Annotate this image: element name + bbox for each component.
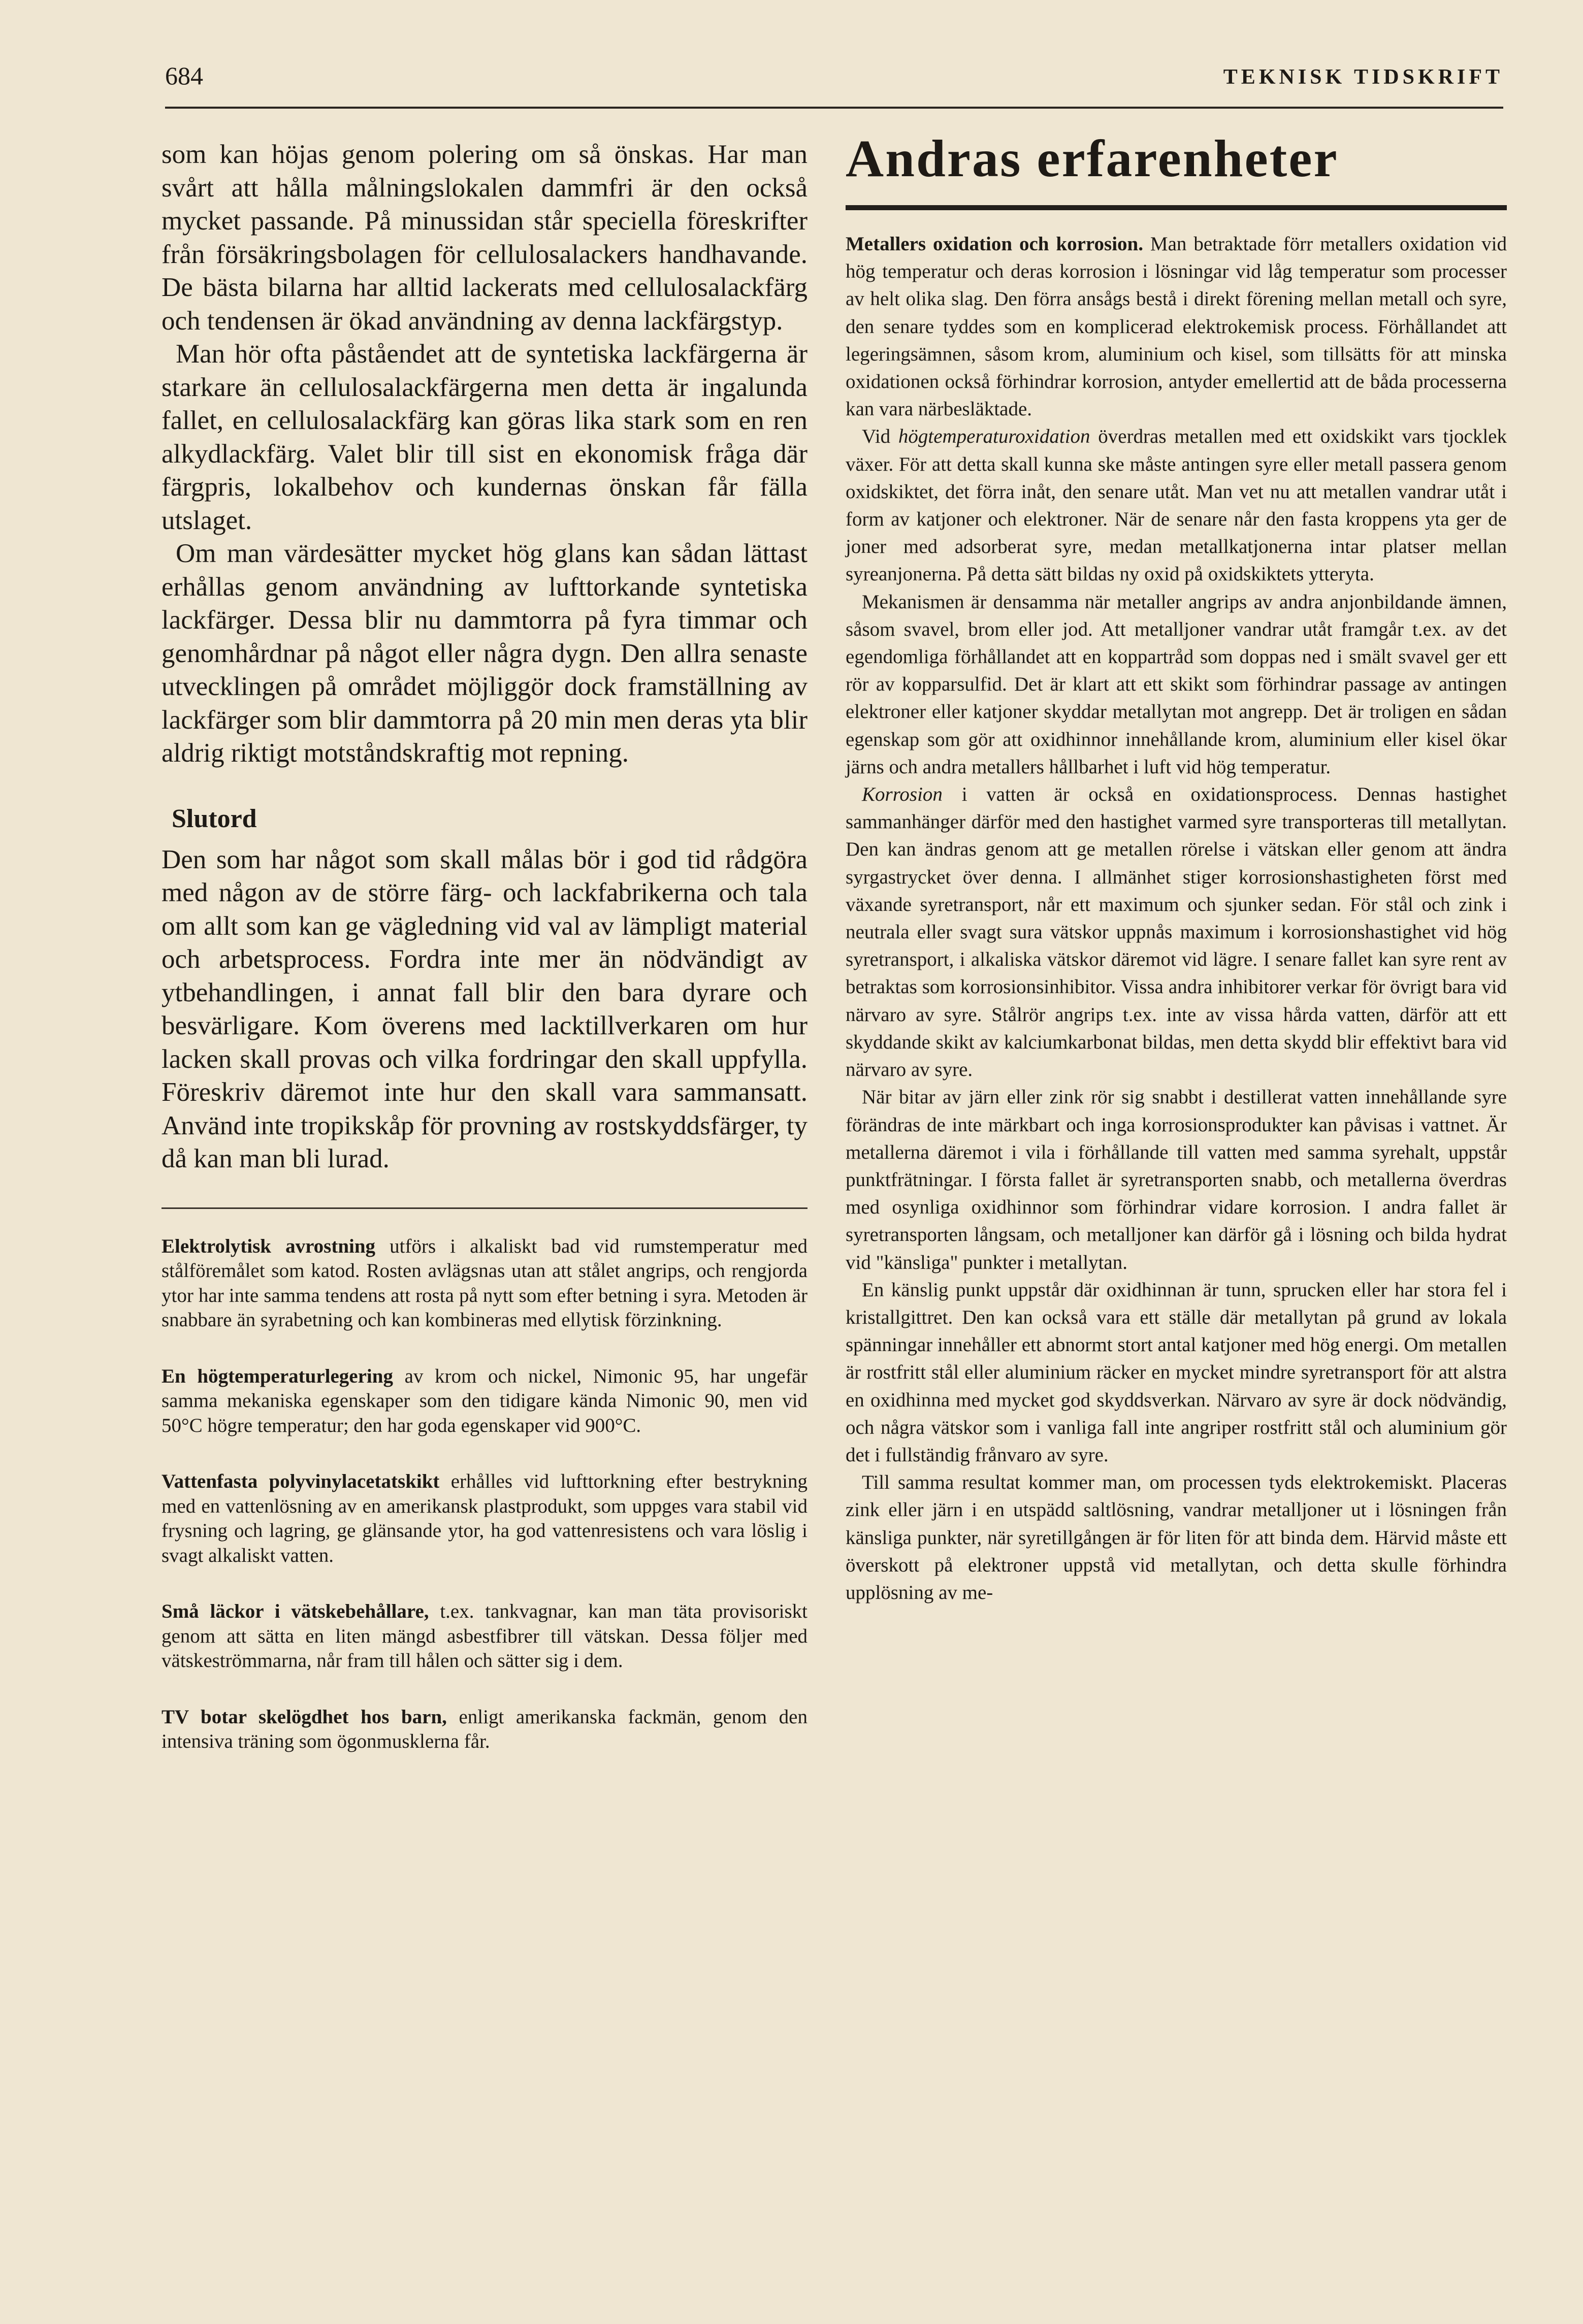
- running-head: TEKNISK TIDSKRIFT: [1223, 66, 1503, 89]
- news-lead: TV botar skelögdhet hos barn,: [161, 1706, 447, 1728]
- news-item: [161, 1234, 807, 1333]
- news-text: t.ex. tankvagnar, kan man täta provisoriskt genom att sätta en liten mängd asbestfibrer till vätskan. Dessa följer med vätskeströmmarna, når fram till hålen och sätter sig i dem.: [161, 1600, 807, 1672]
- section-heading: Slutord: [172, 804, 257, 833]
- paragraph: Den som har något som skall målas bör i god tid rådgöra med någon av de större färg- och lackfabrikerna och tala om allt som kan ge vägledning vid val av lämpligt material och arbetsprocess. Fordra inte mer än nödvändigt av ytbehandlingen, i annat fall blir den bara dyrare och besvärligare. Kom överens med lacktillverkaren om hur lacken skall provas och vilka fordringar den skall uppfylla. Föreskriv däremot inte hur den skall vara sammansatt. Använd inte tropikskåp för provning av rostskyddsfärger, ty då kan man bli lurad.: [161, 844, 807, 1173]
- news-lead: En högtemperaturlegering: [161, 1365, 393, 1387]
- news-items: [161, 1234, 807, 1754]
- paragraph: Mekanismen är densamma när metaller angrips av andra anjonbildande ämnen, såsom svavel, brom eller jod. Att metalljoner vandrar utåt framgår t.ex. av det egendomliga förhållandet att en koppartråd som doppas ned i smält svavel ger ett rör av kopparsulfid. Det är klart att ett skikt som förhindrar passage av antingen elektroner eller katjoner skyddar metallytan mot angrepp. Det är troligen en sådan egenskap som gör att oxidhinnor innehållande krom, aluminium eller kisel ökar järns och andra metallers hållbarhet i luft vid hög temperatur.: [846, 591, 1507, 778]
- news-text: enligt amerikanska fackmän, genom den intensiva träning som ögonmusklerna får.: [161, 1706, 807, 1752]
- paragraph: Man hör ofta påståendet att de syntetiska lackfärgerna är starkare än cellulosalackfärgerna men detta är ingalunda fallet, en cellulosalackfärg kan göras lika stark som en ren alkydlackfärg. Valet blir till sist en ekonomisk fråga där färgpris, lokalbehov och kundernas önskan får fälla utslaget.: [161, 339, 807, 535]
- news-lead: Elektrolytisk avrostning: [161, 1235, 376, 1257]
- article-continuation: [161, 138, 807, 1176]
- paragraph: När bitar av järn eller zink rör sig snabbt i destillerat vatten innehållande syre förändras de inte märkbart och inga korrosionsprodukter kan påvisas i vattnet. Är metallerna däremot i vila i förhållande till vatten med samma syrehalt, uppstår punktfrätningar. I första fallet är syretransporten snabb, och metallerna överdras med osynliga oxidhinnor som förhindrar vidare korrosion. I andra fallet är syretransporten långsam, och metalljoner kan därför gå i lösning och bilda hydrat vid "känsliga" punkter i metallytan.: [846, 1086, 1507, 1273]
- news-item: [161, 1364, 807, 1438]
- page-number: 684: [165, 61, 203, 90]
- title-rule: [846, 205, 1507, 210]
- news-item: [161, 1705, 807, 1754]
- paragraph: Till samma resultat kommer man, om processen tyds elektrokemiskt. Placeras zink eller järn i en utspädd saltlösning, vandrar metalljoner ut i lösningen från känsliga punkter, när syretillgången är för liten för att binda dem. Härvid måste ett överskott på elektroner uppstå vid metallytan, och detta skulle förhindra upplösning av me-: [846, 1471, 1507, 1603]
- divider: [161, 1207, 807, 1209]
- article-body: [846, 231, 1507, 1607]
- section-title: Andras erfarenheter: [846, 129, 1339, 188]
- right-column: [846, 131, 1507, 1607]
- paragraph: En känslig punkt uppstår där oxidhinnan är tunn, sprucken eller har stora fel i kristallgittret. Den kan också vara ett ställe där metallytan på grund av lokala spänningar innehåller ett abnormt stort antal katjoner med hög energi. Om metallen är rostfritt stål eller aluminium räcker en mycket mindre syretransport för att alstra en oxidhinna med mycket god skyddsverkan. Närvaro av syre är dock nödvändig, och några vätskor som i vanliga fall inte angriper rostfritt stål och aluminium gör det i fullständig frånvaro av syre.: [846, 1279, 1507, 1466]
- paragraph: Vid högtemperaturoxidation överdras metallen med ett oxidskikt vars tjocklek växer. För att detta skall kunna ske måste antingen syre eller metall passera genom oxidskiktet, det förra inåt, den senare utåt. Man vet nu att metallen vandrar utåt i form av katjoner och elektroner. När de senare når den fasta kroppens yta ger de joner med adsorberat syre, medan metallkatjonerna intar platser mellan syreanjonerna. På detta sätt bildas ny oxid på oxidskiktets ytteryta.: [846, 425, 1507, 585]
- news-lead: Vattenfasta polyvinylacetatskikt: [161, 1470, 440, 1492]
- page-header: [165, 61, 1503, 109]
- news-item: [161, 1599, 807, 1674]
- paragraph: Korrosion i vatten är också en oxidationsprocess. Dennas hastighet sammanhänger därför med den hastighet varmed syre transporteras till metallytan. Den kan ändras genom att ge metallen rörelse i vätskan eller genom att ändra syrgastrycket över denna. I allmänhet stiger korrosionshastigheten först med växande syretransport, når ett maximum och sjunker sedan. För stål och zink i neutrala eller svagt sura vätskor uppnås maximum i korrosionshastighet vid hög syretransport, i alkaliska vätskor däremot vid lägre. I senare fallet kan syre rent av betraktas som korrosionsinhibitor. Vissa andra inhibitorer verkar för övrigt bara vid närvaro av syre. Stålrör angrips t.ex. inte av vissa hårda vatten, därför att ett skyddande skikt av kalciumkarbonat bildas, men detta skydd blir effektivt bara vid närvaro av syre.: [846, 783, 1507, 1081]
- news-text: av krom och nickel, Nimonic 95, har ungefär samma mekaniska egenskaper som den tidigare kända Nimonic 90, men vid 50°C högre temperatur; den har goda egenskaper vid 900°C.: [161, 1365, 808, 1436]
- paragraph: Metallers oxidation och korrosion. Man betraktade förr metallers oxidation vid hög temperatur och deras korrosion i lösningar vid låg temperatur som processer av helt olika slag. Den förra ansågs bestå i direkt förening mellan metall och syre, den senare tyddes som en komplicerad elektrokemisk process. Förhållandet att legeringsämnen, såsom krom, aluminium och kisel, som tillsätts för att minska oxidationen också förhindrar korrosion, antyder emellertid att de båda processerna kan vara närbesläktade.: [846, 233, 1507, 420]
- run-in-heading: Metallers oxidation och korrosion.: [846, 233, 1143, 255]
- news-item: [161, 1469, 807, 1568]
- news-text: utförs i alkaliskt bad vid rumstemperatur med stålföremålet som katod. Rosten avlägsnas utan att stålet angrips, och rengjorda ytor har inte samma tendens att rosta på nytt som efter betning i syra. Metoden är snabbare än syrabetning och kan kombineras med ellytisk förzinkning.: [161, 1235, 807, 1331]
- left-column: [161, 138, 807, 1786]
- paragraph: Om man värdesätter mycket hög glans kan sådan lättast erhållas genom användning av lufttorkande syntetiska lackfärger. Dessa blir nu dammtorra på fyra timmar och genomhårdnar på något eller några dygn. Den allra senaste utvecklingen på området möjliggör dock framställning av lackfärger som blir dammtorra på 20 min men deras yta blir aldrig riktigt motståndskraftig mot repning.: [161, 539, 807, 768]
- paragraph: som kan höjas genom polering om så önskas. Har man svårt att hålla målningslokalen dammfri är den också mycket passande. På minussidan står speciella föreskrifter från försäkringsbolagen för cellulosalackers handhavande. De bästa bilarna har alltid lackerats med cellulosalackfärg och tendensen är ökad användning av denna lackfärgstyp.: [161, 140, 807, 336]
- emphasis: högtemperaturoxidation: [898, 425, 1090, 448]
- emphasis: Korrosion: [862, 783, 943, 806]
- news-text: erhålles vid lufttorkning efter bestrykning med en vattenlösning av en amerikansk plastprodukt, som uppges vara stabil vid frysning och lagring, ge glänsande ytor, ha god vattenresistens och vara löslig i svagt alkaliskt vatten.: [161, 1470, 808, 1566]
- news-lead: Små läckor i vätskebehållare,: [161, 1600, 429, 1622]
